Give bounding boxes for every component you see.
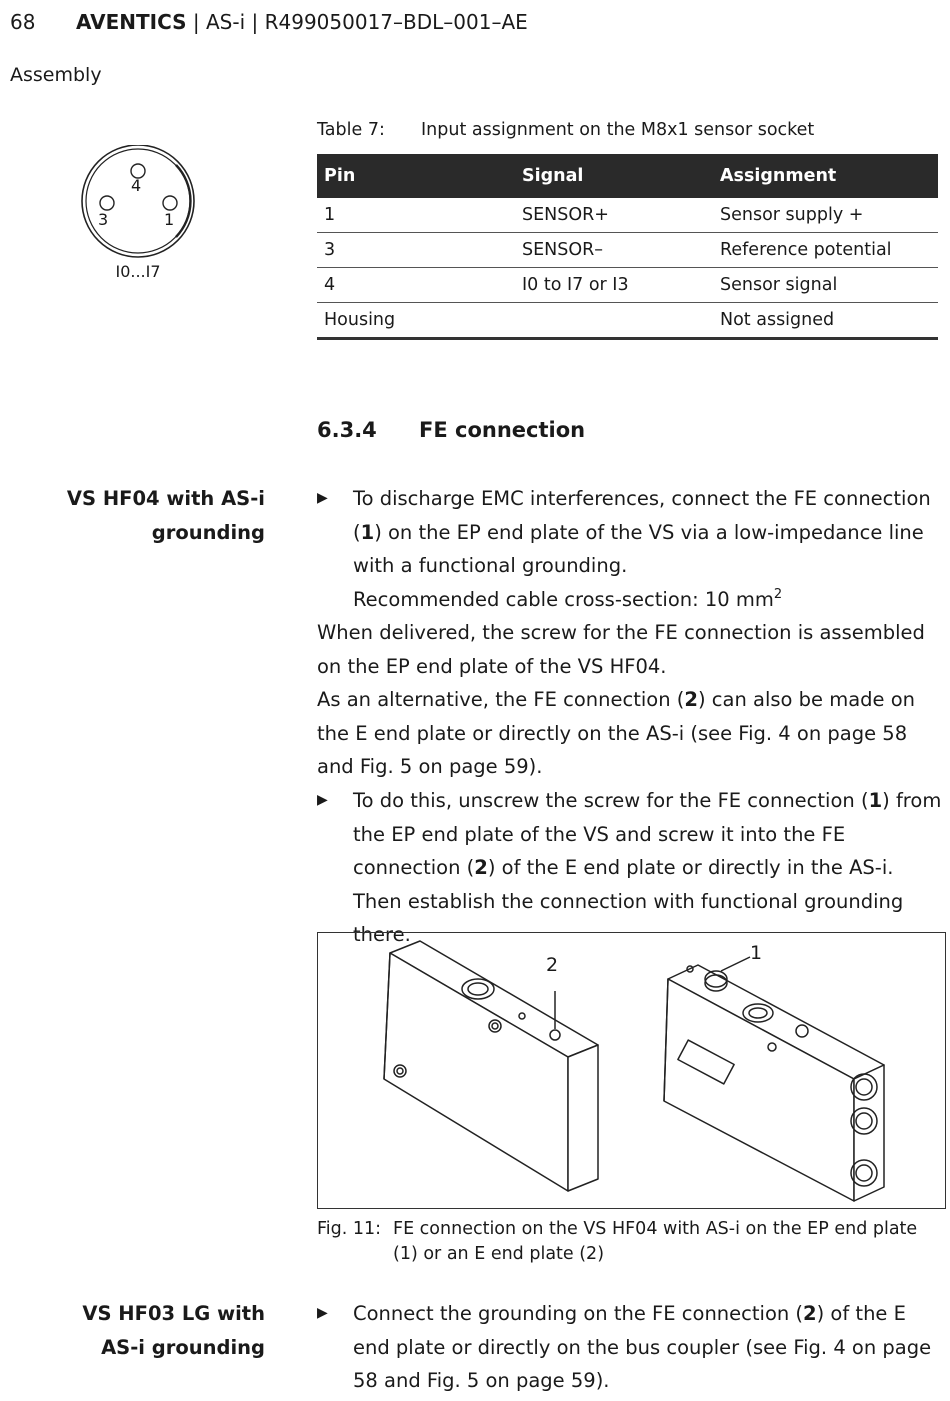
callout-ref: 1 <box>360 520 375 544</box>
callout-ref: 2 <box>684 688 698 712</box>
cell-signal: SENSOR+ <box>515 198 713 233</box>
recommendation-text: Recommended cable cross-section: 10 mm <box>353 587 774 611</box>
cell-assignment: Sensor supply + <box>713 198 938 233</box>
callout-ref: 1 <box>868 789 883 812</box>
callout-ref: 2 <box>803 1302 817 1325</box>
instruction-step <box>317 1297 942 1398</box>
step-text: Connect the grounding on the FE connection ( <box>353 1302 804 1325</box>
section-label: Assembly <box>10 64 102 86</box>
bullet-triangle-icon: ▶ <box>317 792 328 808</box>
table-row <box>317 233 938 268</box>
table-row <box>317 198 938 233</box>
figure-caption-label: Fig. 11: <box>317 1219 382 1239</box>
table-caption <box>317 120 814 140</box>
instruction-step <box>317 784 942 952</box>
margin-label-line: grounding <box>151 521 265 544</box>
cell-assignment: Sensor signal <box>713 268 938 303</box>
subsection-number: 6.3.4 <box>317 418 377 442</box>
callout-ref: 2 <box>474 856 488 880</box>
paragraph-text: ) can also be made on the E end plate or directly on the AS-i (see Fig. 4 on page 58 and Fig. 5 on page 59). <box>317 688 916 779</box>
table-row <box>317 268 938 303</box>
document-reference: | AS-i | R499050017–BDL–001–AE <box>186 10 528 34</box>
column-header-signal: Signal <box>515 154 713 198</box>
margin-label-hf04 <box>20 482 265 550</box>
bullet-triangle-icon: ▶ <box>317 1305 328 1321</box>
step-text: ) of the E end plate or directly on the bus coupler (see Fig. 4 on page 58 and Fig. 5 on page 59). <box>353 1302 932 1393</box>
cell-pin: 3 <box>317 233 515 268</box>
step-text: To do this, unscrew the screw for the FE connection ( <box>353 789 869 812</box>
cell-assignment: Reference potential <box>713 233 938 268</box>
bullet-triangle-icon: ▶ <box>317 490 328 506</box>
paragraph-text: As an alternative, the FE connection ( <box>317 688 685 712</box>
step-text: ) of the E end plate or directly in the AS-i. Then establish the connection with functional grounding there. <box>353 856 904 947</box>
figure-caption-text: FE connection on the VS HF04 with AS-i on the EP end plate (1) or an E end plate (2) <box>393 1219 918 1264</box>
page-header <box>10 10 528 34</box>
column-header-pin: Pin <box>317 154 515 198</box>
step-text: ) on the EP end plate of the VS via a low-impedance line with a functional grounding. <box>353 520 924 578</box>
margin-label-line: AS-i grounding <box>101 1336 265 1359</box>
cell-pin: 1 <box>317 198 515 233</box>
figure-callout-2: 2 <box>546 954 559 976</box>
body-paragraphs <box>317 616 942 784</box>
step-text: ) from the EP end plate of the VS and screw it into the FE connection ( <box>353 789 942 880</box>
subsection-heading: FE connection <box>419 418 586 442</box>
pin-label-3: 3 <box>98 210 109 229</box>
m8-connector-diagram <box>80 145 198 265</box>
cell-signal: SENSOR– <box>515 233 713 268</box>
step-text: To discharge EMC interferences, connect the FE connection ( <box>353 487 931 544</box>
table-caption-text: Input assignment on the M8x1 sensor socket <box>421 120 815 140</box>
table-header-row <box>317 154 938 198</box>
figure-fe-connection <box>317 932 946 1209</box>
figure-caption <box>317 1217 942 1266</box>
page-number: 68 <box>10 10 36 34</box>
margin-label-line: VS HF03 LG with <box>82 1302 265 1325</box>
instruction-step <box>317 482 942 616</box>
pin-label-4: 4 <box>131 176 142 195</box>
cell-assignment: Not assigned <box>713 303 938 339</box>
column-header-assignment: Assignment <box>713 154 938 198</box>
paragraph: When delivered, the screw for the FE connection is assembled on the EP end plate of the VS HF04. <box>317 621 925 678</box>
margin-label-hf03 <box>20 1297 265 1365</box>
table-caption-label: Table 7: <box>317 120 385 140</box>
paragraph <box>317 683 942 784</box>
margin-label-line: VS HF04 with AS-i <box>66 487 265 510</box>
table-row <box>317 303 938 339</box>
superscript: 2 <box>773 586 783 602</box>
end-plates-illustration <box>318 933 944 1207</box>
subsection-title <box>317 418 585 442</box>
cell-pin: 4 <box>317 268 515 303</box>
cell-signal: I0 to I7 or I3 <box>515 268 713 303</box>
pin-label-1: 1 <box>164 210 175 229</box>
input-assignment-table <box>317 154 938 340</box>
cell-pin: Housing <box>317 303 515 339</box>
cell-signal <box>515 303 713 339</box>
connector-label: I0...I7 <box>115 262 161 281</box>
figure-callout-1: 1 <box>750 942 763 964</box>
brand-name: AVENTICS <box>76 10 187 34</box>
